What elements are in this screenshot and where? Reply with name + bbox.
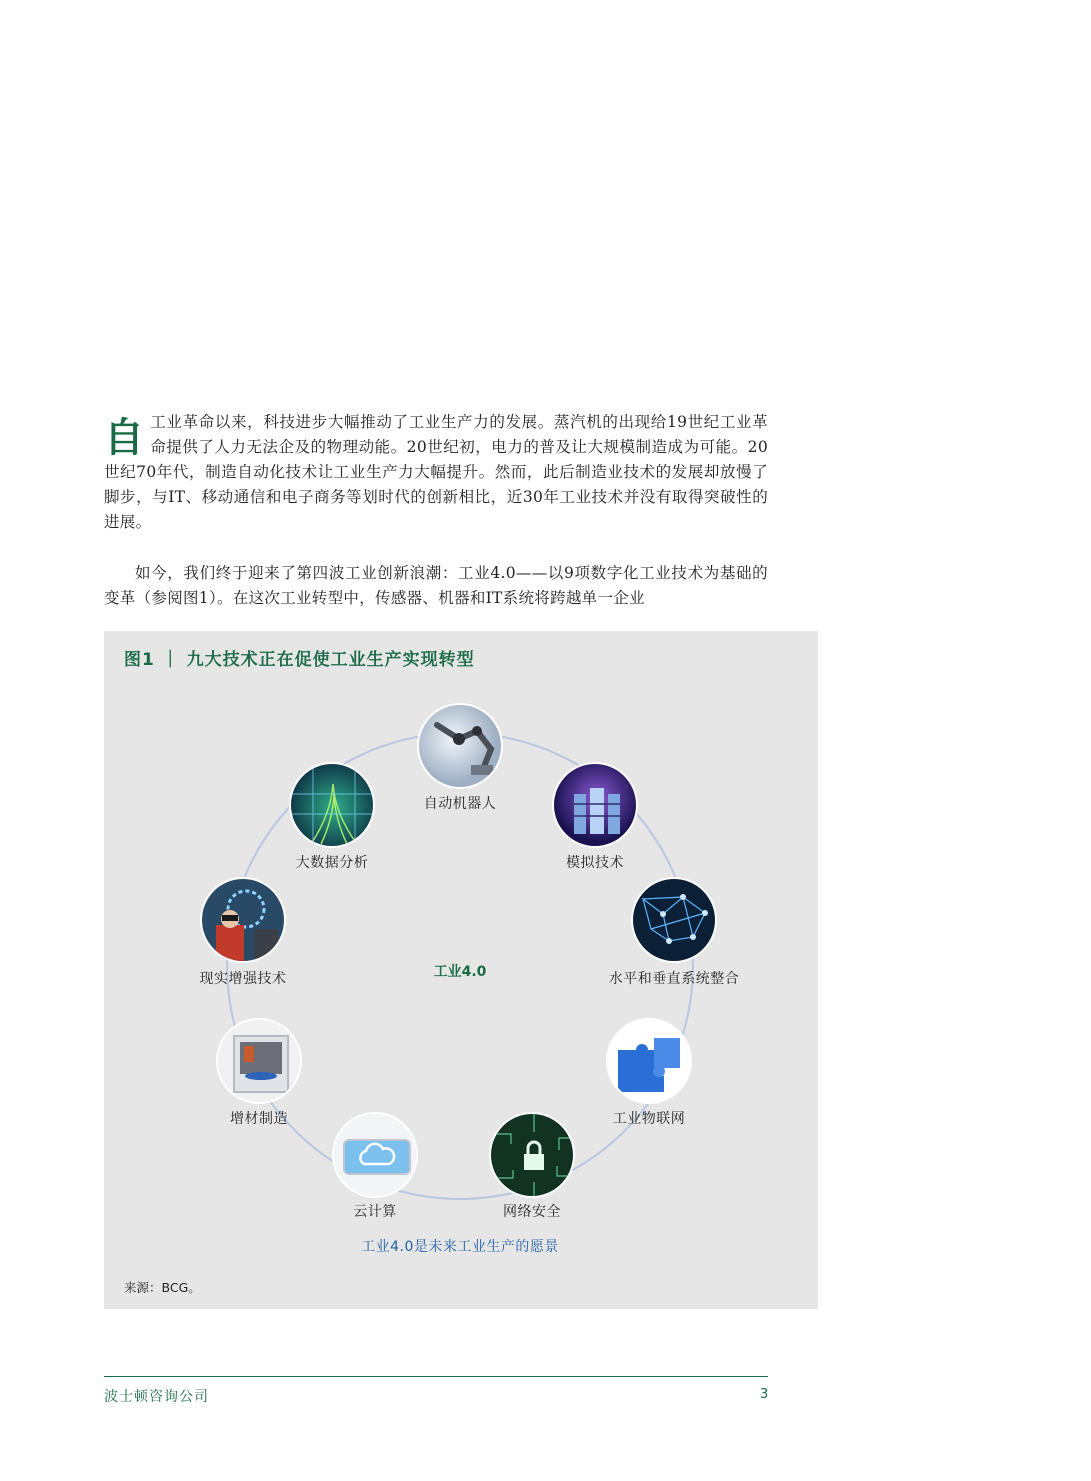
node-label-integration: 水平和垂直系统整合 bbox=[608, 971, 740, 987]
node-label-simulation: 模拟技术 bbox=[566, 855, 624, 871]
node-label-cloud: 云计算 bbox=[353, 1204, 397, 1220]
node-label-big-data: 大数据分析 bbox=[295, 855, 369, 871]
footer-divider bbox=[104, 1376, 768, 1377]
node-label-ar: 现实增强技术 bbox=[199, 971, 287, 987]
3d-printer-icon bbox=[216, 1018, 302, 1104]
node-label-additive: 增材制造 bbox=[230, 1111, 288, 1127]
page-number: 3 bbox=[760, 1387, 769, 1402]
server-rack-icon bbox=[552, 762, 638, 848]
node-label-robot: 自动机器人 bbox=[423, 796, 497, 812]
lock-circuit-icon bbox=[489, 1112, 575, 1198]
figure-caption: 工业4.0是未来工业生产的愿景 bbox=[361, 1239, 559, 1255]
intro-paragraph-text: 工业革命以来，科技进步大幅推动了工业生产力的发展。蒸汽机的出现给19世纪工业革命提供了人力无法企及的物理动能。20世纪初，电力的普及让大规模制造成为可能。20世纪70年代，制造自动化技术让工业生产力大幅提升。然而，此后制造业技术的发展却放慢了脚步，与IT、移动通信和电子商务等划时代的创新相比，近30年工业技术并没有取得突破性的进展。 bbox=[104, 413, 768, 531]
second-paragraph: 如今，我们终于迎来了第四波工业创新浪潮：工业4.0——以9项数字化工业技术为基础的变革（参阅图1）。在这次工业转型中，传感器、机器和IT系统将跨越单一企业 bbox=[104, 564, 768, 607]
figure-title: 图1 ｜ 九大技术正在促使工业生产实现转型 bbox=[124, 650, 475, 670]
data-stream-icon bbox=[289, 762, 375, 848]
footer-company-name: 波士顿咨询公司 bbox=[104, 1389, 209, 1405]
network-mesh-icon bbox=[631, 877, 717, 963]
intro-paragraph bbox=[104, 410, 768, 535]
node-label-security: 网络安全 bbox=[503, 1204, 561, 1220]
drop-cap: 自 bbox=[104, 415, 145, 461]
puzzle-icon bbox=[606, 1018, 692, 1104]
figure-source: 来源：BCG。 bbox=[124, 1280, 201, 1295]
cloud-key-icon bbox=[332, 1112, 418, 1198]
robot-arm-icon bbox=[417, 703, 503, 789]
ar-headset-icon bbox=[200, 877, 286, 963]
node-label-iot: 工业物联网 bbox=[612, 1111, 686, 1127]
figure-center-label: 工业4.0 bbox=[433, 964, 487, 980]
figure-1 bbox=[104, 631, 818, 1309]
